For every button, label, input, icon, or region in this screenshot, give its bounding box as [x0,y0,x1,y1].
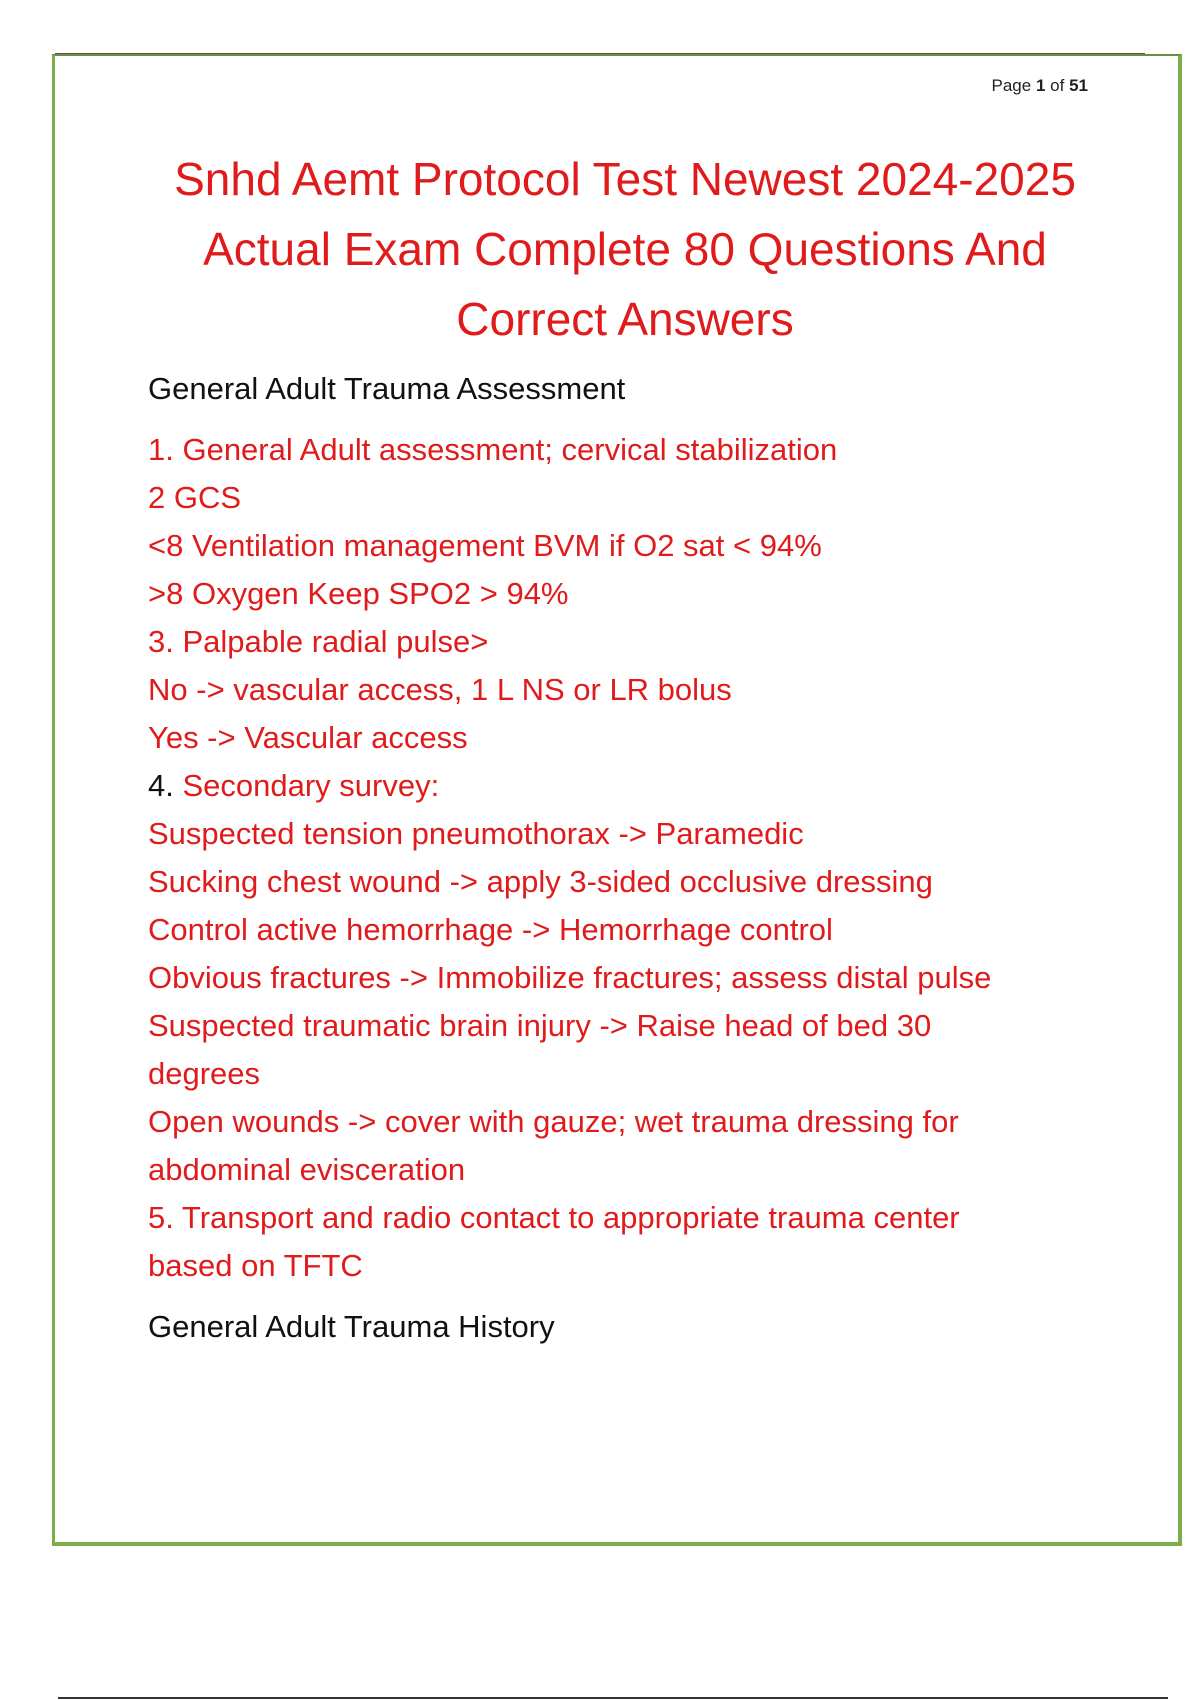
list-item: based on TFTC [148,1248,363,1283]
page-label: Page [991,76,1032,95]
section-heading-history: General Adult Trauma History [148,1309,555,1344]
list-number: 4. [148,768,174,803]
list-item: Suspected tension pneumothorax -> Paramedic [148,816,804,851]
list-item: Obvious fractures -> Immobilize fractures; assess distal pulse [148,960,992,995]
assessment-list [148,426,1108,1290]
list-item: Open wounds -> cover with gauze; wet trauma dressing for [148,1104,959,1139]
list-item: Suspected traumatic brain injury -> Raise head of bed 30 [148,1008,932,1043]
list-item: abdominal evisceration [148,1152,466,1187]
top-rule [55,53,1145,54]
page-of: of [1050,76,1065,95]
title-line-1: Snhd Aemt Protocol Test Newest 2024-2025 [174,153,1076,205]
page-current: 1 [1035,76,1046,95]
list-item: Control active hemorrhage -> Hemorrhage control [148,912,833,947]
list-item: >8 Oxygen Keep SPO2 > 94% [148,576,569,611]
list-item: 1. General Adult assessment; cervical stabilization [148,432,838,467]
list-item [148,762,1108,810]
list-item: 2 GCS [148,480,242,515]
list-item: degrees [148,1056,261,1091]
list-item: No -> vascular access, 1 L NS or LR bolus [148,672,732,707]
page-frame [52,54,1182,1546]
list-text: Secondary survey: [173,768,440,803]
page-total: 51 [1069,76,1088,95]
list-item: 5. Transport and radio contact to appropriate trauma center [148,1200,960,1235]
list-item: <8 Ventilation management BVM if O2 sat < 94% [148,528,822,563]
section-heading-assessment: General Adult Trauma Assessment [148,371,626,406]
list-item: Sucking chest wound -> apply 3-sided occlusive dressing [148,864,933,899]
document-title [125,144,1125,354]
document-body [148,366,1108,1350]
list-item: Yes -> Vascular access [148,720,468,755]
bottom-rule [58,1697,1168,1699]
page-indicator [992,76,1088,96]
list-item: 3. Palpable radial pulse> [148,624,489,659]
title-line-3: Correct Answers [456,293,794,345]
title-line-2: Actual Exam Complete 80 Questions And [203,223,1047,275]
